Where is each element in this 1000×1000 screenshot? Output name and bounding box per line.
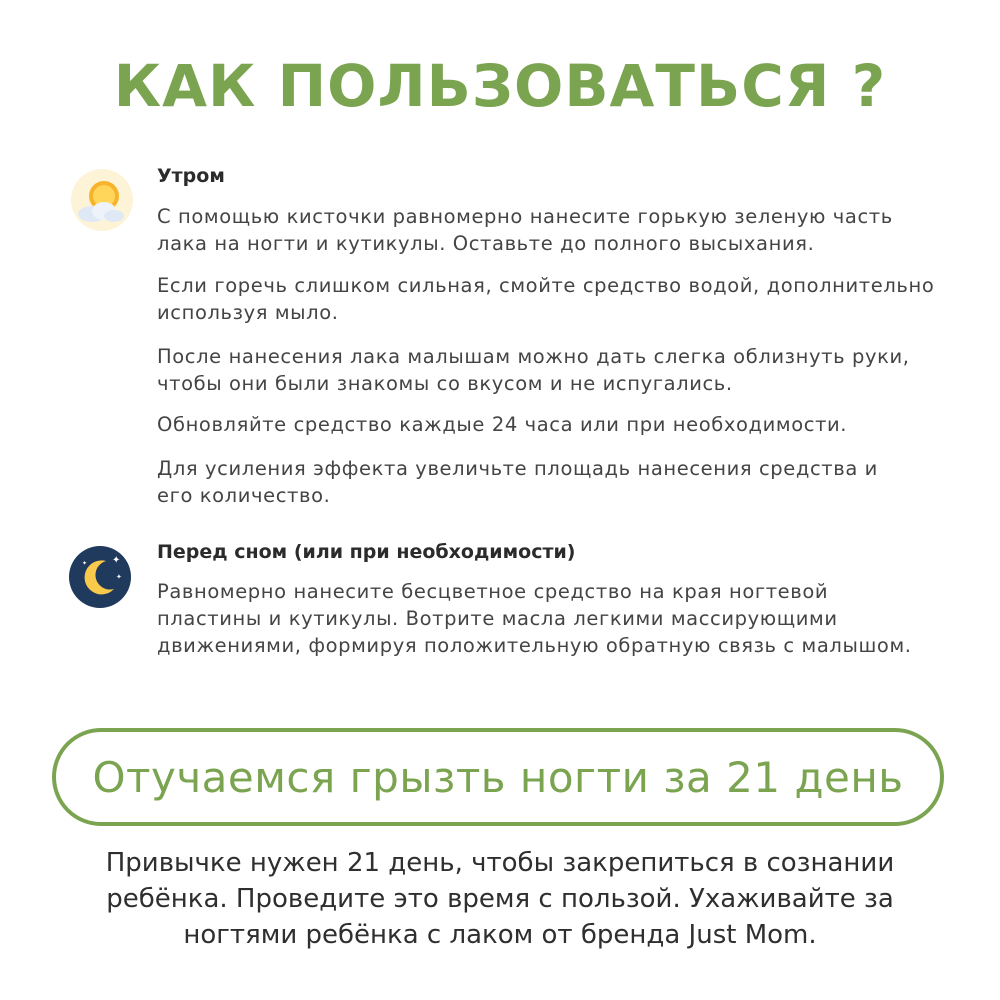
footer-text: Привычке нужен 21 день, чтобы закрепиться в сознании ребёнка. Проведите это время с пользой. Ухаживайте за ногтями ребёнка с лаком от бренда Just Mom. [105,848,895,950]
morning-paragraph-2: Если горечь слишком сильная, смойте средство водой, дополнительно используя мыло. [157,274,935,324]
night-paragraph-1: Равномерно нанесите бесцветное средство на края ногтевой пластины и кутикулы. Вотрите масла легкими массирующими движениями, формируя положительную обратную связь с малышом. [157,580,912,657]
morning-paragraph-4: Обновляйте средство каждые 24 часа или при необходимости. [157,413,848,436]
banner-text: Отучаемся грызть ногти за 21 день [92,752,904,802]
svg-text:✦: ✦ [112,555,121,566]
moon-stars-icon [68,545,132,609]
svg-text:✦: ✦ [116,573,122,581]
night-heading: Перед сном (или при необходимости) [157,541,576,563]
morning-paragraph-1: С помощью кисточки равномерно нанесите горькую зеленую часть лака на ногти и кутикулы. Оставьте до полного высыхания. [157,205,893,255]
morning-heading: Утром [157,165,225,187]
morning-paragraph-5: Для усиления эффекта увеличьте площадь нанесения средства и его количество. [157,457,878,507]
sun-cloud-icon [70,168,134,232]
page-title: КАК ПОЛЬЗОВАТЬСЯ ? [113,52,887,120]
morning-paragraph-3: После нанесения лака малышам можно дать слегка облизнуть руки, чтобы они были знакомы со вкусом и не испугались. [157,345,910,395]
banner [52,728,944,826]
svg-text:✦: ✦ [82,560,88,567]
